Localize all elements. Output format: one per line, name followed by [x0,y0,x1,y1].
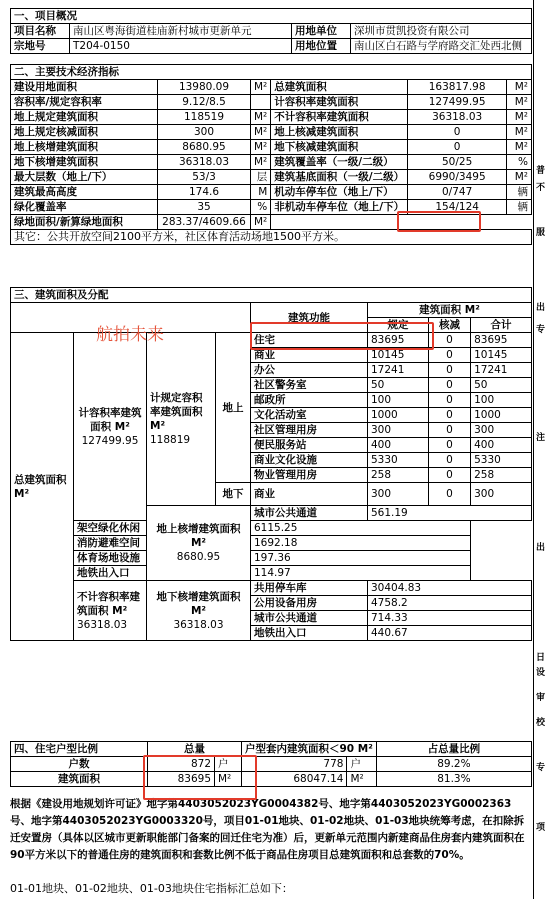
section-title: 二、主要技术经济指标 [11,65,532,80]
counted-area-cell [74,333,147,521]
area-value: 4758.2 [368,596,532,611]
indicator-value: 36318.03 [408,110,507,125]
indicator-value: 53/3 [158,170,251,185]
area-value: 561.19 [368,506,532,521]
indicator-unit: M² [507,140,532,155]
indicator-row [11,95,532,110]
indicator-row [11,155,532,170]
indicator-label: 地下核增建筑面积 [11,155,158,170]
small-unit-unit: 户 [347,757,376,772]
side-label: 日 [536,653,545,663]
indicator-value: 50/25 [408,155,507,170]
area-total: 17241 [471,363,532,378]
ratio-row-label: 建筑面积 [11,772,148,787]
area-total: 1000 [471,408,532,423]
indicator-label: 建筑最高高度 [11,185,158,200]
indicator-label: 地上规定建筑面积 [11,110,158,125]
area-value: 30404.83 [368,581,532,596]
area-total: 50 [471,378,532,393]
indicator-unit: M² [507,125,532,140]
area-total: 400 [471,438,532,453]
function-name: 公用设备用房 [251,596,368,611]
area-reduced: 0 [428,378,470,393]
indicator-label: 非机动车停车位（地上/下） [271,200,408,215]
header-area: 建筑面积 M² [368,303,532,318]
added-area-label: 地上核增建筑面积 M² [156,523,241,549]
function-name: 消防避难空间 [74,536,147,551]
green-area-label: 绿地面积/新算绿地面积 [11,215,158,230]
indicator-value: 154/124 [408,200,507,215]
indicator-row [11,125,532,140]
function-name: 文化活动室 [251,408,368,423]
indicator-value: 0 [408,125,507,140]
indicator-unit: M² [507,95,532,110]
indicator-unit: 辆 [507,200,532,215]
indicator-unit: 辆 [507,185,532,200]
indicator-unit: M² [251,110,271,125]
stipulated-area-value: 118819 [150,434,191,446]
area-reduced: 0 [428,408,470,423]
highlight-residential [250,322,434,350]
side-label: 不 [536,183,545,193]
indicator-value: 163817.98 [408,80,507,95]
indicator-label: 最大层数（地上/下） [11,170,158,185]
added-area-cell [147,506,251,581]
indicator-unit: 层 [251,170,271,185]
indicator-unit: M² [251,80,271,95]
indicator-unit: % [507,155,532,170]
value-land-unit: 深圳市贯凯投资有限公司 [351,24,532,39]
area-total: 83695 [471,333,532,348]
area-total: 5330 [471,453,532,468]
indicator-label: 建设用地面积 [11,80,158,95]
total-area-label: 总建筑面积 M² [11,333,74,641]
area-reduced: 0 [428,333,470,348]
function-name: 商业 [251,348,368,363]
stipulated-area-label: 计规定容积率建筑面积 M² [150,392,203,432]
header-small-units: 户型套内建筑面积＜90 M² [242,742,377,757]
indicator-label: 地上规定核减面积 [11,125,158,140]
area-value: 197.36 [251,551,471,566]
area-total: 258 [471,468,532,483]
area-stipulated: 400 [368,438,429,453]
side-label: 校 [536,718,545,728]
small-unit-value: 778 [242,757,347,772]
label-land-unit: 用地单位 [292,24,351,39]
area-stipulated: 300 [368,483,429,506]
indicator-value: 9.12/8.5 [158,95,251,110]
indicator-row [11,185,532,200]
side-label: 普 [536,166,545,176]
indicator-value: 6990/3495 [408,170,507,185]
area-stipulated: 5330 [368,453,429,468]
area-stipulated: 10145 [368,348,429,363]
header-function: 建筑功能 [251,303,368,333]
area-stipulated: 83695 [368,333,429,348]
section-title: 一、项目概况 [11,9,532,24]
area-reduced: 0 [428,423,470,438]
function-name: 共用停车库 [251,581,368,596]
indicator-unit: M² [251,140,271,155]
highlight-parking [397,211,481,232]
underground-added-cell [147,581,251,641]
area-stipulated: 50 [368,378,429,393]
value-parcel-no: T204-0150 [70,39,292,54]
total-unit: 户 [215,757,242,772]
stipulated-area-cell [147,333,216,506]
area-value: 1692.18 [251,536,471,551]
area-stipulated: 1000 [368,408,429,423]
area-stipulated: 300 [368,423,429,438]
watermark-text: 航拍未来 [96,325,164,345]
total-value: 872 [148,757,215,772]
indicator-value: 0/747 [408,185,507,200]
function-name: 邮政所 [251,393,368,408]
indicator-unit: M² [251,125,271,140]
header-ratio: 占总量比例 [376,742,531,757]
area-reduced: 0 [428,363,470,378]
function-name: 地铁出入口 [251,626,368,641]
function-name: 便民服务站 [251,438,368,453]
side-label: 项 [536,823,545,833]
below-ground-label: 地下 [216,483,251,506]
indicator-label: 地下核减建筑面积 [271,140,408,155]
area-reduced: 0 [428,348,470,363]
side-label: 设 [536,668,545,678]
ratio-row-label: 户数 [11,757,148,772]
highlight-unit-totals [143,755,257,800]
area-reduced: 0 [428,438,470,453]
note-paragraph: 根据《建设用地规划许可证》地字第4403052023YG0004382号、地字第4403052023YG0002363号、地字第4403052023YG0003320号，项目01-01地块、01-02地块、01-03地块统筹考虑，在扣除拆迁安置房（具体以区城市更新职能部门备案的回迁住宅为准）后，更新单元范围内新建商品住房套内建筑面积在90平方米以下的普通住房的建筑面积和套数比例不低于商品住房项目总建筑面积和总套数的70%。 [10,798,525,861]
indicator-value: 300 [158,125,251,140]
ratio-value: 89.2% [376,757,531,772]
side-label: 出 [536,543,545,553]
indicator-row [11,170,532,185]
indicator-label: 总建筑面积 [271,80,408,95]
indicator-unit: M² [507,110,532,125]
above-ground-label: 地上 [216,333,251,483]
area-reduced: 0 [428,453,470,468]
indicator-row [11,110,532,125]
area-total: 300 [471,483,532,506]
ratio-value: 81.3% [376,772,531,787]
indicator-label: 地上核减建筑面积 [271,125,408,140]
area-total: 300 [471,423,532,438]
indicator-value: 118519 [158,110,251,125]
indicator-label: 容积率/规定容积率 [11,95,158,110]
area-reduced: 0 [428,393,470,408]
function-name: 城市公共通道 [251,611,368,626]
section-title: 三、建筑面积及分配 [11,288,532,303]
project-overview-table [10,8,532,54]
area-stipulated: 100 [368,393,429,408]
label-project-name: 项目名称 [11,24,70,39]
side-label: 专 [536,763,545,773]
label-parcel-no: 宗地号 [11,39,70,54]
unit-ratio-table [10,741,532,787]
indicator-label: 建筑基底面积（一级/二级） [271,170,408,185]
side-label: 注 [536,433,545,443]
area-value: 6115.25 [251,521,471,536]
indicator-row [11,140,532,155]
area-value: 114.97 [251,566,471,581]
function-name: 架空绿化休闲 [74,521,147,536]
other-note: 其它：公共开放空间2100平方米，社区体育活动场地1500平方米。 [11,230,532,245]
added-area-value: 8680.95 [176,551,221,563]
indicator-unit: M² [507,80,532,95]
function-name: 办公 [251,363,368,378]
area-reduced: 0 [428,483,470,506]
area-total: 10145 [471,348,532,363]
indicator-label: 绿化覆盖率 [11,200,158,215]
indicator-label: 不计容积率建筑面积 [271,110,408,125]
header-col: 合计 [471,318,532,333]
area-stipulated: 258 [368,468,429,483]
total-value: 83695 [148,772,215,787]
total-unit: M² [215,772,242,787]
indicator-unit: M² [251,155,271,170]
value-project-name: 南山区粤海街道桂庙新村城市更新单元 [70,24,292,39]
small-unit-unit: M² [347,772,376,787]
green-area-unit: M² [251,215,271,230]
uncounted-area-cell [74,581,147,641]
side-label: 服 [536,228,545,238]
indicator-value: 0 [408,140,507,155]
indicator-value: 8680.95 [158,140,251,155]
uncounted-area-label: 不计容积率建筑面积 M² [77,590,140,617]
function-name: 商业 [251,483,368,506]
section-title: 四、住宅户型比例 [11,742,148,757]
indicator-unit [251,95,271,110]
side-label: 专 [536,325,545,335]
counted-area-value: 127499.95 [81,434,139,447]
indicator-value: 174.6 [158,185,251,200]
label-land-location: 用地位置 [292,39,351,54]
indicator-label: 建筑覆盖率（一级/二级） [271,155,408,170]
indicator-row [11,80,532,95]
header-col: 规定 [368,318,429,333]
function-name: 住宅 [251,333,368,348]
function-name: 社区警务室 [251,378,368,393]
area-reduced: 0 [428,468,470,483]
small-unit-value: 68047.14 [242,772,347,787]
side-label: 出 [536,303,545,313]
indicator-value: 36318.03 [158,155,251,170]
function-name: 商业文化设施 [251,453,368,468]
green-area-value: 283.37/4609.66 [158,215,251,230]
side-label: 审 [536,693,545,703]
header-total: 总量 [148,742,242,757]
area-value: 440.67 [368,626,532,641]
indicator-unit: % [251,200,271,215]
uncounted-area-value: 36318.03 [77,618,128,631]
function-name: 地铁出入口 [74,566,147,581]
underground-added-label: 地下核增建筑面积 M² [156,590,241,617]
function-name: 物业管理用房 [251,468,368,483]
area-total: 100 [471,393,532,408]
underground-added-value: 36318.03 [173,618,224,631]
value-land-location: 南山区白石路与学府路交汇处西北侧 [351,39,532,54]
function-name: 体育场地设施 [74,551,147,566]
indicator-value: 127499.95 [408,95,507,110]
function-name: 城市公共通道 [251,506,368,521]
header-col: 核减 [428,318,470,333]
footer-line: 01-01地块、01-02地块、01-03地块住宅指标汇总如下： [10,882,293,895]
counted-area-label: 计容积率建筑面积 M² [78,406,142,433]
indicator-value: 35 [158,200,251,215]
indicator-label: 机动车停车位（地上/下） [271,185,408,200]
indicator-value: 13980.09 [158,80,251,95]
area-stipulated: 17241 [368,363,429,378]
function-name: 社区管理用房 [251,423,368,438]
indicator-unit: M² [507,170,532,185]
area-value: 714.33 [368,611,532,626]
indicator-label: 地上核增建筑面积 [11,140,158,155]
indicator-unit: M [251,185,271,200]
indicator-label: 计容积率建筑面积 [271,95,408,110]
